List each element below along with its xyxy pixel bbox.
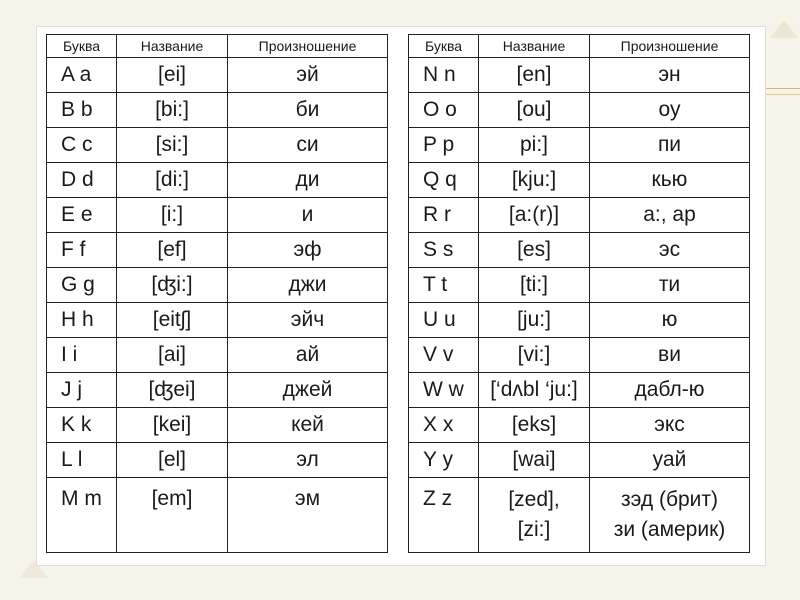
pronunciation-cell: дабл-ю — [590, 373, 750, 408]
table-row — [409, 478, 750, 553]
pronunciation-cell: кей — [228, 408, 388, 443]
table-row — [47, 373, 388, 408]
name-cell: [ʤi:] — [117, 268, 228, 303]
name-cell: [kju:] — [479, 163, 590, 198]
pronunciation-cell: джи — [228, 268, 388, 303]
letter-cell: B b — [47, 93, 117, 128]
name-cell: [ef] — [117, 233, 228, 268]
letter-cell: R r — [409, 198, 479, 233]
table-row — [47, 268, 388, 303]
name-cell: [‘dʌbl ‘ju:] — [479, 373, 590, 408]
name-cell: [em] — [117, 478, 228, 553]
letter-cell: N n — [409, 58, 479, 93]
letter-cell: V v — [409, 338, 479, 373]
letter-cell: I i — [47, 338, 117, 373]
pronunciation-cell: эс — [590, 233, 750, 268]
name-cell — [479, 478, 590, 553]
table-row — [409, 163, 750, 198]
pronunciation-cell: ди — [228, 163, 388, 198]
letter-cell: A a — [47, 58, 117, 93]
pronunciation-cell: и — [228, 198, 388, 233]
table-row — [47, 408, 388, 443]
name-cell: [ou] — [479, 93, 590, 128]
name-cell: [ju:] — [479, 303, 590, 338]
letter-cell: F f — [47, 233, 117, 268]
table-row — [409, 408, 750, 443]
pronunciation-cell: а:, ар — [590, 198, 750, 233]
table-row — [409, 338, 750, 373]
pronunciation-cell: ай — [228, 338, 388, 373]
letter-cell: W w — [409, 373, 479, 408]
table-row — [47, 443, 388, 478]
name-cell: pi:] — [479, 128, 590, 163]
table-row — [409, 443, 750, 478]
header-row — [47, 35, 388, 58]
letter-cell: M m — [47, 478, 117, 553]
table-row — [47, 233, 388, 268]
name-cell: [ti:] — [479, 268, 590, 303]
name-cell: [en] — [479, 58, 590, 93]
table-row — [47, 163, 388, 198]
header-row — [409, 35, 750, 58]
name-cell: [kei] — [117, 408, 228, 443]
header-letter: Буква — [47, 35, 117, 58]
table-row — [47, 93, 388, 128]
pronunciation-cell: эм — [228, 478, 388, 553]
table-row — [47, 198, 388, 233]
pronunciation-cell: эй — [228, 58, 388, 93]
letter-cell: K k — [47, 408, 117, 443]
table-row — [409, 373, 750, 408]
name-line: [zed], — [508, 488, 560, 511]
header-pronunciation: Произношение — [590, 35, 750, 58]
table-row — [409, 93, 750, 128]
letter-cell: O o — [409, 93, 479, 128]
name-cell: [di:] — [117, 163, 228, 198]
name-cell: [eitʃ] — [117, 303, 228, 338]
name-cell: [ai] — [117, 338, 228, 373]
letter-cell: X x — [409, 408, 479, 443]
decorative-triangle — [770, 20, 798, 38]
pronunciation-cell: ви — [590, 338, 750, 373]
pronunciation-cell: эл — [228, 443, 388, 478]
table-row — [47, 128, 388, 163]
letter-cell: U u — [409, 303, 479, 338]
name-cell: [ei] — [117, 58, 228, 93]
name-cell: [si:] — [117, 128, 228, 163]
name-cell: [eks] — [479, 408, 590, 443]
pronunciation-cell: экс — [590, 408, 750, 443]
letter-cell: T t — [409, 268, 479, 303]
pronunciation-cell: эйч — [228, 303, 388, 338]
name-line: [zi:] — [517, 518, 551, 541]
pronunciation-cell: си — [228, 128, 388, 163]
header-name: Название — [117, 35, 228, 58]
name-cell: [el] — [117, 443, 228, 478]
name-cell: [i:] — [117, 198, 228, 233]
letter-cell: J j — [47, 373, 117, 408]
letter-cell: G g — [47, 268, 117, 303]
letter-cell: P p — [409, 128, 479, 163]
name-cell: [wai] — [479, 443, 590, 478]
header-pronunciation: Произношение — [228, 35, 388, 58]
name-cell: [vi:] — [479, 338, 590, 373]
letter-cell: S s — [409, 233, 479, 268]
pronunciation-cell: пи — [590, 128, 750, 163]
name-cell: [es] — [479, 233, 590, 268]
table-row — [409, 233, 750, 268]
letter-cell: Y y — [409, 443, 479, 478]
pronunciation-cell: эф — [228, 233, 388, 268]
alphabet-table-left — [46, 34, 388, 553]
pronunciation-cell: оу — [590, 93, 750, 128]
pronunciation-cell — [590, 478, 750, 553]
letter-cell: E e — [47, 198, 117, 233]
table-row — [47, 303, 388, 338]
header-letter: Буква — [409, 35, 479, 58]
pronunciation-cell: уай — [590, 443, 750, 478]
letter-cell: Q q — [409, 163, 479, 198]
pronunciation-cell: джей — [228, 373, 388, 408]
pronunciation-cell: кью — [590, 163, 750, 198]
pronunciation-cell: эн — [590, 58, 750, 93]
table-row — [409, 58, 750, 93]
letter-cell: Z z — [409, 478, 479, 553]
letter-cell: L l — [47, 443, 117, 478]
table-row — [409, 303, 750, 338]
table-row — [409, 128, 750, 163]
pronunciation-cell: ю — [590, 303, 750, 338]
pronunciation-cell: ти — [590, 268, 750, 303]
letter-cell: D d — [47, 163, 117, 198]
pronunciation-cell: би — [228, 93, 388, 128]
letter-cell: H h — [47, 303, 117, 338]
table-row — [409, 268, 750, 303]
name-cell: [ʤei] — [117, 373, 228, 408]
table-row — [47, 478, 388, 553]
alphabet-table-right — [408, 34, 750, 553]
table-row — [47, 338, 388, 373]
header-name: Название — [479, 35, 590, 58]
name-cell: [bi:] — [117, 93, 228, 128]
letter-cell: C c — [47, 128, 117, 163]
pronunciation-line: зи (америк) — [613, 518, 726, 541]
table-row — [47, 58, 388, 93]
name-cell: [a:(r)] — [479, 198, 590, 233]
table-row — [409, 198, 750, 233]
pronunciation-line: зэд (брит) — [620, 488, 718, 511]
